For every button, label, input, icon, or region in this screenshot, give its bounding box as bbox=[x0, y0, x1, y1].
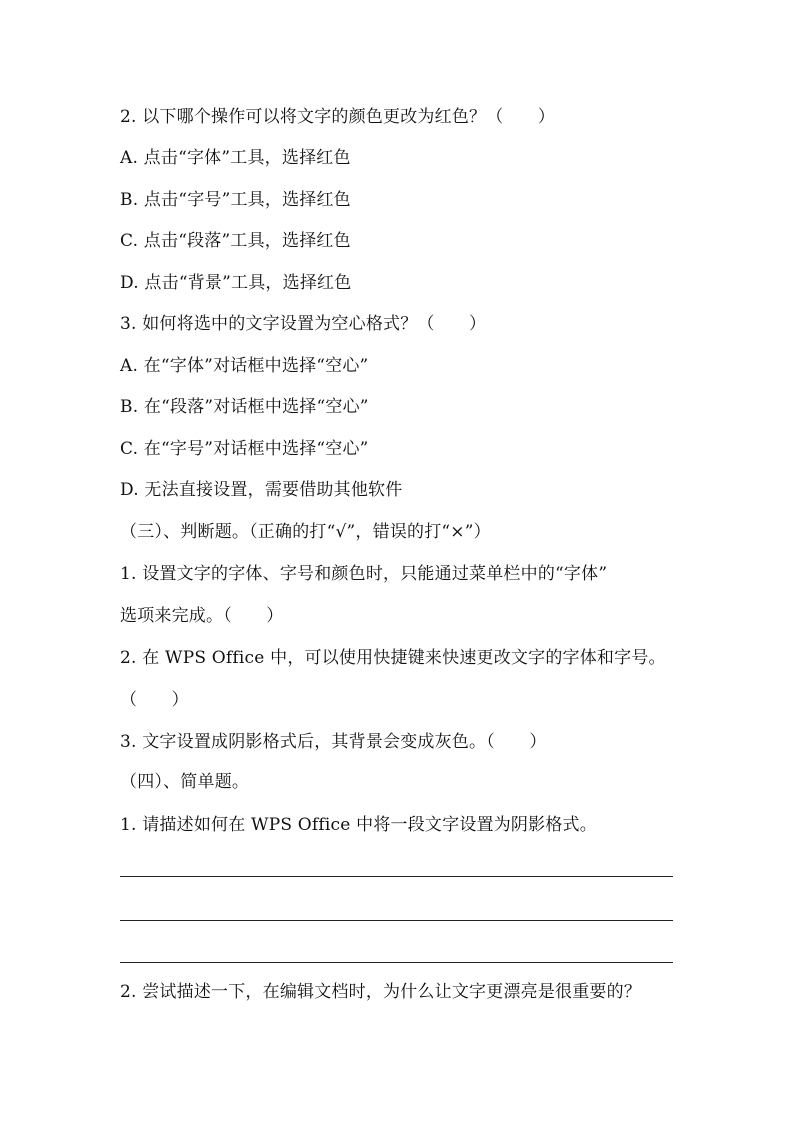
judge-item-1-line-2: 选项来完成。（ ） bbox=[120, 606, 284, 626]
question-2-option-b: B. 点击“字号”工具，选择红色 bbox=[120, 190, 351, 210]
answer-line-2 bbox=[120, 920, 673, 921]
question-3-option-a: A. 在“字体”对话框中选择“空心” bbox=[120, 356, 369, 376]
question-2-option-c: C. 点击“段落”工具，选择红色 bbox=[120, 231, 351, 251]
judge-item-2-line-2: （ ） bbox=[120, 690, 189, 710]
question-2-stem: 2. 以下哪个操作可以将文字的颜色更改为红色？（ ） bbox=[120, 107, 556, 127]
question-3-stem: 3. 如何将选中的文字设置为空心格式？（ ） bbox=[120, 314, 487, 334]
question-3-option-b: B. 在“段落”对话框中选择“空心” bbox=[120, 397, 369, 417]
answer-line-3 bbox=[120, 962, 673, 963]
short-question-1: 1. 请描述如何在 WPS Office 中将一段文字设置为阴影格式。 bbox=[120, 815, 597, 835]
question-2-option-d: D. 点击“背景”工具，选择红色 bbox=[120, 273, 352, 293]
section-judge-heading: （三）、判断题。（正确的打“√”，错误的打“×”） bbox=[120, 522, 491, 542]
short-question-2: 2. 尝试描述一下，在编辑文档时，为什么让文字更漂亮是很重要的？ bbox=[120, 982, 642, 1002]
judge-item-2-line-1: 2. 在 WPS Office 中，可以使用快捷键来快速更改文字的字体和字号。 bbox=[120, 648, 666, 668]
judge-item-3: 3. 文字设置成阴影格式后，其背景会变成灰色。（ ） bbox=[120, 732, 547, 752]
section-short-heading: （四）、简单题。 bbox=[120, 772, 250, 792]
judge-item-1-line-1: 1. 设置文字的字体、字号和颜色时，只能通过菜单栏中的“字体” bbox=[120, 564, 608, 584]
question-2-option-a: A. 点击“字体”工具，选择红色 bbox=[120, 148, 351, 168]
question-3-option-c: C. 在“字号”对话框中选择“空心” bbox=[120, 439, 369, 459]
answer-line-1 bbox=[120, 876, 673, 877]
question-3-option-d: D. 无法直接设置，需要借助其他软件 bbox=[120, 480, 403, 500]
